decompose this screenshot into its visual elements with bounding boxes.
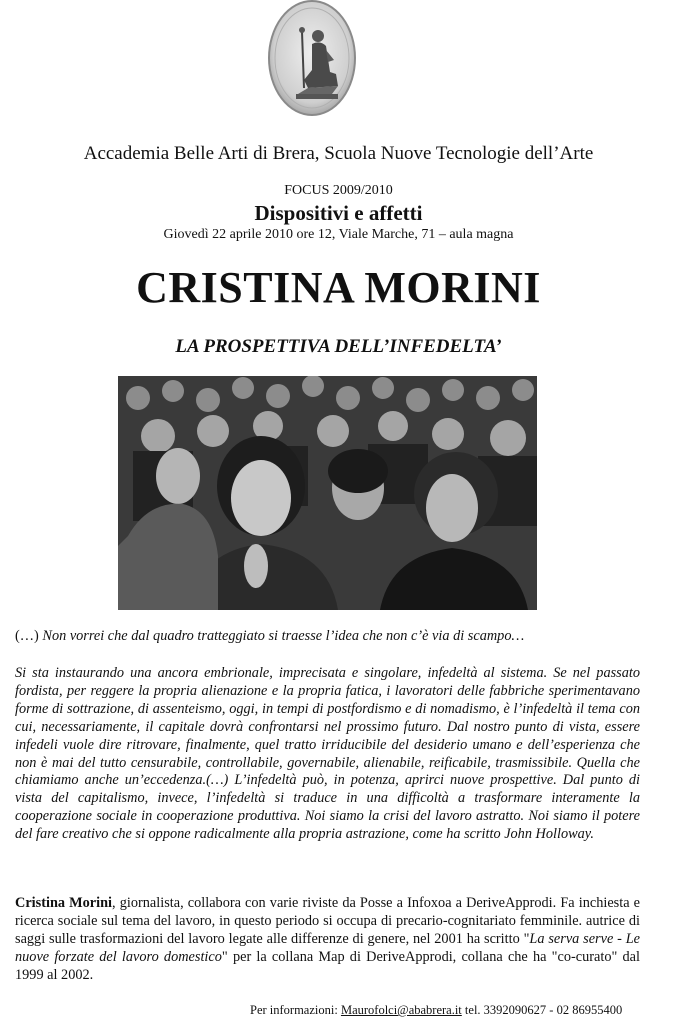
bio-book-title: La serva serve - Le nuove forzate del lavoro domestico bbox=[15, 930, 641, 965]
quote-intro bbox=[15, 628, 640, 646]
bio-text-2: " per la collana Map di DeriveApprodi, collana che ha "co-curato" dal 1999 al 2002. bbox=[15, 948, 640, 983]
speaker-bio bbox=[15, 895, 640, 985]
footer-label: Per informazioni: bbox=[250, 1003, 341, 1017]
footer-phones: tel. 3392090627 - 02 86955400 bbox=[461, 1003, 623, 1017]
contact-footer bbox=[250, 1003, 670, 1018]
event-title: Dispositivi e affetti bbox=[254, 201, 423, 225]
bio-text-1: , giornalista, collabora con varie riviste da Posse a Infoxoa a DeriveApprodi. Fa inchiesta e ricerca sociale sul tema del lavoro, in questo periodo si occupa di precario-cognitariato femminile. autrice di saggi sulle trasformazioni del lavoro legate alle differenze di genere, nel 2001 ha scritto " bbox=[15, 895, 641, 947]
audience-photo bbox=[118, 376, 537, 610]
quote-intro-ellipsis: (…) bbox=[15, 628, 43, 644]
focus-label: FOCUS 2009/2010 bbox=[284, 183, 393, 198]
academy-seal bbox=[268, 0, 356, 116]
institution-heading: Accademia Belle Arti di Brera, Scuola Nuove Tecnologie dell’Arte bbox=[83, 143, 594, 164]
quote-body: Si sta instaurando una ancora embrionale, imprecisata e singolare, infedeltà al sistema. Se nel passato fordista, per reggere la propria alienazione e la propria fatica, i lavoratori delle fabbriche sperimentavano forme di sottrazione, di assenteismo, oggi, in tempi di postfordismo e di nomadismo, è l’infedeltà il tema con cui, necessariamente, il capitale dovrà confrontarsi nel prossimo futuro. Dal nostro punto di vista, essere infedeli vuole dire ritrovare, finalmente, quel tratto irriducibile del desiderio umano e dell’esperienza che non è mai del tutto censurabile, controllabile, governabile, alienabile, reificabile, trasmissibile. Quella che chiamiamo anche un’eccedenza.(…) L’infedeltà può, in potenza, aprirci nuove prospettive. Dal punto di vista del capitalismo, invece, l’infedeltà si traduce in una difficoltà a trasformare interamente la cooperazione sociale in cooperazione produttiva. Noi siamo la crisi del lavoro astratto. Noi siamo il potere del fare creativo che si oppone radicalmente alla propria astrazione, come ha scritto John Holloway. bbox=[15, 665, 640, 843]
speaker-name: CRISTINA MORINI bbox=[136, 263, 541, 312]
quote-intro-text: Non vorrei che dal quadro tratteggiato si traesse l’idea che non c’è via di scampo… bbox=[42, 628, 525, 644]
event-date-location: Giovedì 22 aprile 2010 ore 12, Viale Marche, 71 – aula magna bbox=[163, 227, 514, 242]
contact-email-link[interactable]: Maurofolci@ababrera.it bbox=[340, 1003, 462, 1017]
bio-name: Cristina Morini bbox=[15, 895, 113, 911]
talk-title: LA PROSPETTIVA DELL’INFEDELTA’ bbox=[175, 336, 502, 357]
